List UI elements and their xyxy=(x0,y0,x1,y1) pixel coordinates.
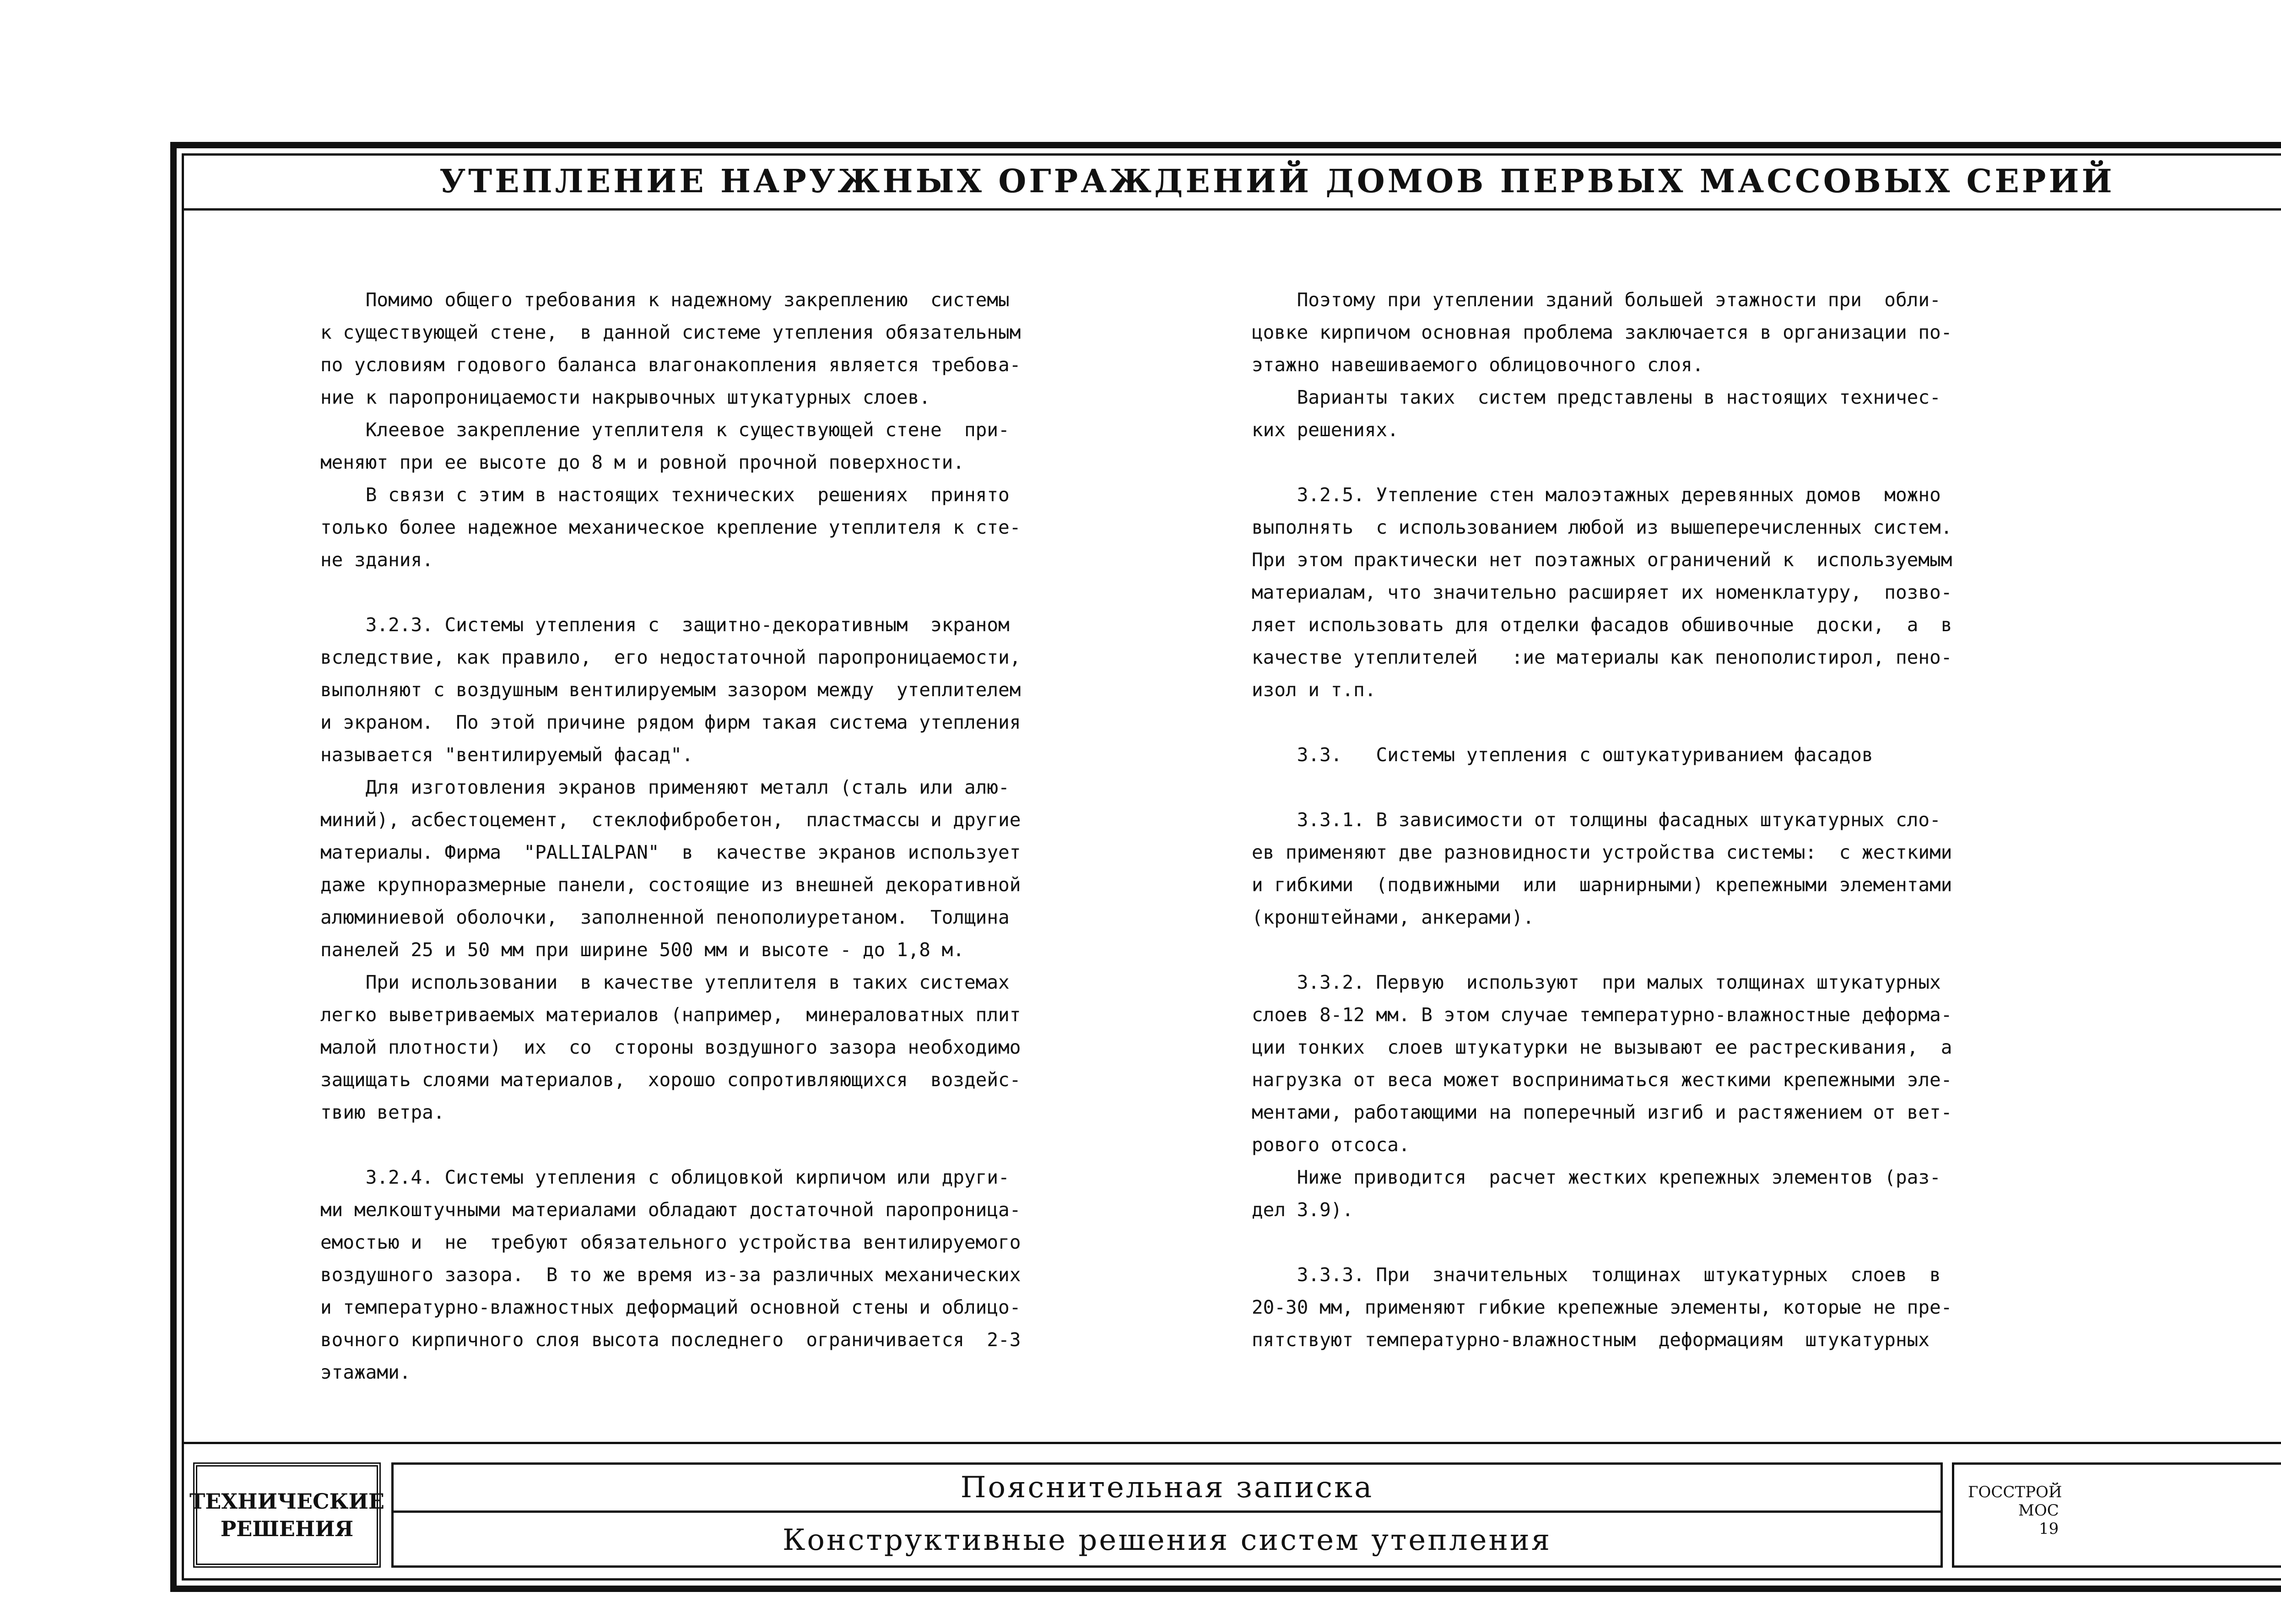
right-column-line: 3.3. Системы утепления с оштукатуриванием фасадов xyxy=(1252,744,1873,766)
right-column-line: ев применяют две разновидности устройства системы: с жесткими xyxy=(1252,841,1952,863)
left-column-line: даже крупноразмерные панели, состоящие из внешней декоративной xyxy=(320,874,1021,896)
right-column-line: и гибкими (подвижными или шарнирными) крепежными элементами xyxy=(1252,874,1952,896)
org-line-3: 19 xyxy=(2039,1520,2059,1538)
stamp-label-line-2: РЕШЕНИЯ xyxy=(220,1516,354,1541)
left-column-line: вочного кирпичного слоя высота последнего ограничивается 2-3 xyxy=(320,1329,1021,1351)
right-column-line: Поэтому при утеплении зданий большей этажности при обли- xyxy=(1252,289,1941,311)
left-column-line: алюминиевой оболочки, заполненной пенополиуретаном. Толщина xyxy=(320,906,1010,928)
left-text-column xyxy=(320,284,1021,1389)
left-column-line: Клеевое закрепление утеплителя к существующей стене при- xyxy=(320,419,1010,441)
right-column-line: 3.2.5. Утепление стен малоэтажных деревянных домов можно xyxy=(1252,484,1941,506)
right-column-line: Ниже приводится расчет жестких крепежных элементов (раз- xyxy=(1252,1166,1941,1188)
right-column-line xyxy=(1252,771,1952,804)
left-column-line: 3.2.4. Системы утепления с облицовкой кирпичом или други- xyxy=(320,1166,1010,1188)
left-column-line: и экраном. По этой причине рядом фирм такая система утепления xyxy=(320,711,1021,733)
left-column-line: меняют при ее высоте до 8 м и ровной прочной поверхности. xyxy=(320,451,964,473)
right-column-line: ментами, работающими на поперечный изгиб и растяжением от вет- xyxy=(1252,1101,1952,1123)
doc-type: Пояснительная записка xyxy=(960,1471,1374,1505)
left-column-line: легко выветриваемых материалов (например, минераловатных плит xyxy=(320,1004,1021,1026)
title-block xyxy=(391,1462,1943,1568)
document-title: УТЕПЛЕНИЕ НАРУЖНЫХ ОГРАЖДЕНИЙ ДОМОВ ПЕРВЫХ МАССОВЫХ СЕРИЙ xyxy=(439,162,2115,200)
right-column-line: нагрузка от веса может восприниматься жесткими крепежными эле- xyxy=(1252,1069,1952,1091)
right-column-line: ляет использовать для отделки фасадов обшивочные доски, а в xyxy=(1252,614,1952,636)
left-column-line: по условиям годового баланса влагонакопления является требова- xyxy=(320,354,1021,376)
left-column-line: вследствие, как правило, его недостаточной паропроницаемости, xyxy=(320,646,1021,668)
right-column-line: дел 3.9). xyxy=(1252,1199,1354,1221)
right-column-line: 20-30 мм, применяют гибкие крепежные элементы, которые не пре- xyxy=(1252,1296,1952,1318)
left-column-line xyxy=(320,1129,1021,1161)
tech-solutions-stamp xyxy=(189,1462,384,1568)
right-column-line: 3.3.1. В зависимости от толщины фасадных штукатурных сло- xyxy=(1252,809,1941,831)
left-column-line: только более надежное механическое крепление утеплителя к сте- xyxy=(320,516,1021,538)
organization-cell xyxy=(1952,1462,2281,1568)
right-column-line: (кронштейнами, анкерами). xyxy=(1252,906,1535,928)
right-column-line: выполнять с использованием любой из вышеперечисленных систем. xyxy=(1252,516,1952,538)
document-header xyxy=(182,153,2281,211)
right-column-line: цовке кирпичом основная проблема заключается в организации по- xyxy=(1252,321,1952,343)
left-column-line: воздушного зазора. В то же время из-за различных механических xyxy=(320,1264,1021,1286)
left-column-line: защищать слоями материалов, хорошо сопротивляющихся воздейс- xyxy=(320,1069,1021,1091)
right-column-line: Варианты таких систем представлены в настоящих техничес- xyxy=(1252,386,1941,408)
left-column-line: и температурно-влажностных деформаций основной стены и облицо- xyxy=(320,1296,1021,1318)
left-column-line: выполняют с воздушным вентилируемым зазором между утеплителем xyxy=(320,679,1021,701)
right-column-line: слоев 8-12 мм. В этом случае температурно-влажностные деформа- xyxy=(1252,1004,1952,1026)
org-line-2: МОС xyxy=(2018,1501,2059,1520)
left-column-line xyxy=(320,576,1021,609)
right-column-line xyxy=(1252,1226,1952,1259)
stamp-label-line-1: ТЕХНИЧЕСКИЕ xyxy=(189,1489,384,1514)
right-column-line: этажно навешиваемого облицовочного слоя. xyxy=(1252,354,1704,376)
left-column-line: При использовании в качестве утеплителя в таких системах xyxy=(320,971,1010,993)
org-line-1: ГОССТРОЙ xyxy=(1968,1483,2062,1501)
right-column-line: качестве утеплителей :ие материалы как пенополистирол, пено- xyxy=(1252,646,1952,668)
left-column-line: В связи с этим в настоящих технических решениях принято xyxy=(320,484,1010,506)
right-column-line: ких решениях. xyxy=(1252,419,1399,441)
right-column-line: ции тонких слоев штукатурки не вызывают ее растрескивания, а xyxy=(1252,1036,1952,1058)
left-column-line: Помимо общего требования к надежному закреплению системы xyxy=(320,289,1010,311)
right-column-line: пятствуют температурно-влажностным деформациям штукатурных xyxy=(1252,1329,1930,1351)
doc-type-cell xyxy=(394,1465,1940,1513)
left-column-line: панелей 25 и 50 мм при ширине 500 мм и высоте - до 1,8 м. xyxy=(320,939,964,961)
right-column-line: 3.3.2. Первую используют при малых толщинах штукатурных xyxy=(1252,971,1941,993)
left-column-line: материалы. Фирма "PALLIALPAN" в качестве экранов использует xyxy=(320,841,1021,863)
left-column-line: Для изготовления экранов применяют металл (сталь или алю- xyxy=(320,776,1010,798)
left-column-line: твию ветра. xyxy=(320,1101,445,1123)
left-column-line: называется "вентилируемый фасад". xyxy=(320,744,693,766)
left-column-line: емостью и не требуют обязательного устройства вентилируемого xyxy=(320,1231,1021,1253)
right-column-line: материалам, что значительно расширяет их номенклатуру, позво- xyxy=(1252,581,1952,603)
left-column-line: к существующей стене, в данной системе утепления обязательным xyxy=(320,321,1021,343)
left-column-line: малой плотности) их со стороны воздушного зазора необходимо xyxy=(320,1036,1021,1058)
right-column-line xyxy=(1252,706,1952,739)
right-text-column xyxy=(1252,284,1952,1356)
right-column-line xyxy=(1252,934,1952,966)
left-column-line: этажами. xyxy=(320,1361,411,1383)
right-column-line: При этом практически нет поэтажных ограничений к используемым xyxy=(1252,549,1952,571)
right-column-line xyxy=(1252,446,1952,479)
left-column-line: ние к паропроницаемости накрывочных штукатурных слоев. xyxy=(320,386,930,408)
doc-title-cell xyxy=(394,1513,1940,1568)
left-column-line: миний), асбестоцемент, стеклофибробетон, пластмассы и другие xyxy=(320,809,1021,831)
left-column-line: 3.2.3. Системы утепления с защитно-декоративным экраном xyxy=(320,614,1010,636)
left-column-line: ми мелкоштучными материалами обладают достаточной паропроница- xyxy=(320,1199,1021,1221)
right-column-line: 3.3.3. При значительных толщинах штукатурных слоев в xyxy=(1252,1264,1941,1286)
doc-title: Конструктивные решения систем утепления xyxy=(782,1523,1552,1557)
right-column-line: изол и т.п. xyxy=(1252,679,1376,701)
right-column-line: рового отсоса. xyxy=(1252,1134,1410,1156)
left-column-line: не здания. xyxy=(320,549,433,571)
